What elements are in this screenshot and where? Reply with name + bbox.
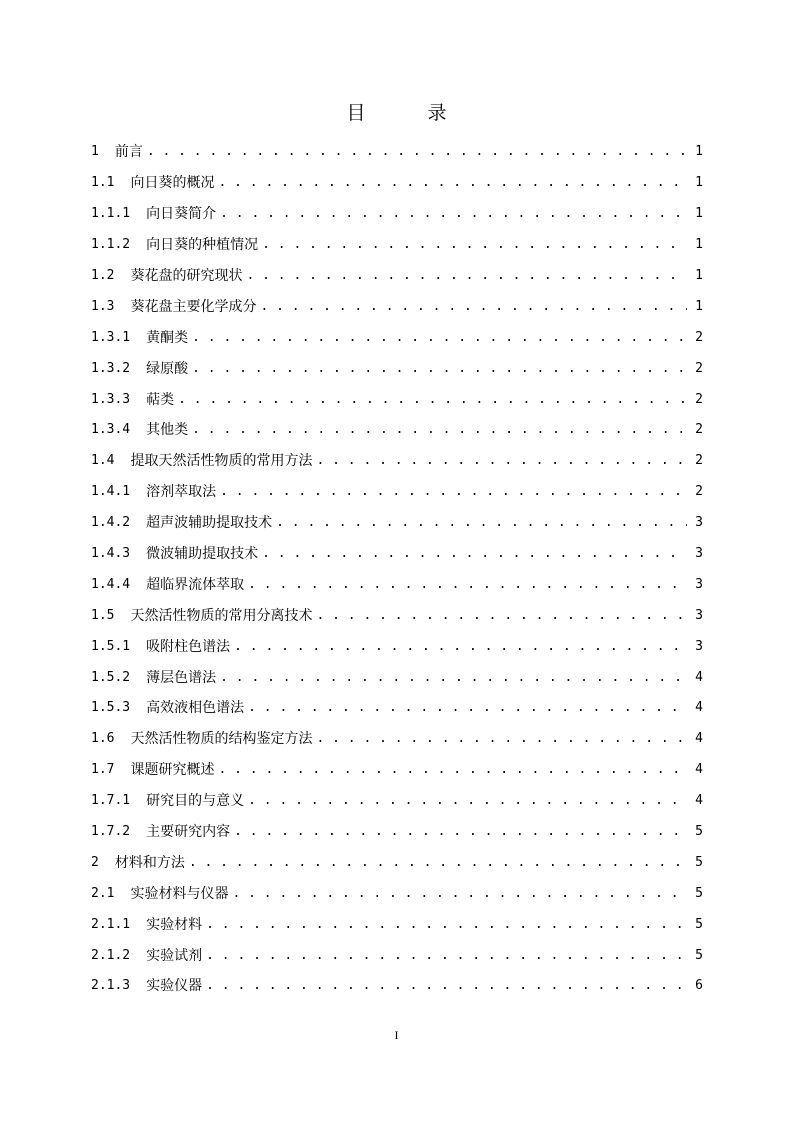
toc-entry-label: 溶剂萃取法	[146, 484, 217, 501]
toc-entry-label: 向日葵的概况	[130, 175, 215, 192]
toc-entry-label: 高效液相色谱法	[146, 700, 245, 717]
toc-dot-leader	[248, 578, 687, 592]
toc-entry[interactable]	[91, 291, 703, 322]
toc-entry[interactable]	[91, 477, 703, 508]
toc-entry-number: 2.1.3	[91, 978, 131, 994]
toc-entry-number: 2.1	[91, 885, 115, 901]
toc-entry-label: 葵花盘主要化学成分	[130, 298, 257, 315]
toc-entry-number: 1.3.4	[91, 422, 131, 438]
toc-entry-page: 5	[695, 947, 703, 963]
toc-entry-label: 天然活性物质的常用分离技术	[130, 607, 313, 624]
toc-entry[interactable]	[91, 940, 703, 971]
toc-entry-number: 1	[91, 144, 99, 160]
toc-entry-page: 2	[695, 453, 703, 469]
toc-entry-number: 1.3.1	[91, 329, 131, 345]
toc-entry-label: 实验试剂	[146, 947, 203, 964]
toc-entry-page: 2	[695, 391, 703, 407]
toc-entry-number: 1.7.1	[91, 793, 131, 809]
toc-entry-label: 研究目的与意义	[146, 793, 245, 810]
toc-entry-number: 1.4.2	[91, 515, 131, 531]
toc-entry[interactable]	[91, 662, 703, 693]
toc-dot-leader	[206, 979, 687, 993]
toc-dot-leader	[220, 485, 687, 499]
toc-entry-page: 3	[695, 515, 703, 531]
toc-entry-page: 5	[695, 824, 703, 840]
toc-entry-number: 2.1.2	[91, 947, 131, 963]
toc-dot-leader	[147, 145, 687, 159]
toc-dot-leader	[316, 732, 687, 746]
toc-entry-number: 1.3.2	[91, 360, 131, 376]
toc-entry-page: 1	[695, 237, 703, 253]
toc-entry-label: 前言	[114, 144, 143, 161]
toc-entry[interactable]	[91, 569, 703, 600]
toc-entry-number: 1.4.3	[91, 546, 131, 562]
toc-entry[interactable]	[91, 539, 703, 570]
toc-entry[interactable]	[91, 168, 703, 199]
toc-entry-label: 课题研究概述	[130, 762, 215, 779]
toc-entry-page: 3	[695, 576, 703, 592]
toc-entry-label: 材料和方法	[114, 854, 185, 871]
toc-entry-label: 吸附柱色谱法	[146, 638, 231, 655]
toc-entry[interactable]	[91, 353, 703, 384]
toc-dot-leader	[248, 794, 687, 808]
toc-dot-leader	[220, 207, 687, 221]
toc-entry-page: 1	[695, 268, 703, 283]
toc-entry[interactable]	[91, 878, 703, 909]
toc-entry-page: 2	[695, 329, 703, 345]
toc-entry-label: 天然活性物质的结构鉴定方法	[130, 731, 313, 748]
toc-entry-number: 1.1	[91, 175, 115, 191]
toc-entry[interactable]	[91, 600, 703, 631]
toc-dot-leader	[234, 825, 687, 839]
toc-entry-number: 2.1.1	[91, 916, 131, 932]
toc-entry-number: 1.7.2	[91, 824, 131, 840]
toc-entry-label: 实验材料	[146, 916, 203, 933]
toc-entry-label: 葵花盘的研究现状	[130, 268, 243, 284]
toc-entry-number: 1.5.1	[91, 638, 131, 654]
toc-entry-page: 4	[695, 793, 703, 809]
toc-dot-leader	[262, 238, 687, 252]
toc-title-part2: 录	[427, 102, 447, 124]
toc-dot-leader	[232, 887, 687, 901]
toc-entry[interactable]	[91, 755, 703, 786]
toc-entry-page: 1	[695, 144, 703, 160]
toc-entry-label: 实验仪器	[146, 978, 203, 995]
toc-entry-page: 4	[695, 762, 703, 778]
toc-entry-page: 1	[695, 175, 703, 191]
toc-dot-leader	[234, 640, 687, 654]
toc-entry-number: 1.4	[91, 453, 115, 469]
toc-entry-number: 1.6	[91, 731, 115, 747]
toc-entry[interactable]	[91, 847, 703, 878]
toc-entry-page: 3	[695, 546, 703, 562]
toc-entry[interactable]	[91, 508, 703, 539]
toc-title-part1: 目	[346, 102, 366, 124]
toc-dot-leader	[192, 362, 687, 376]
toc-dot-leader	[276, 516, 687, 530]
toc-entry-page: 3	[695, 607, 703, 623]
toc-dot-leader	[246, 269, 687, 283]
toc-dot-leader	[248, 701, 687, 715]
toc-entry-page: 5	[695, 916, 703, 932]
toc-entry-number: 1.3	[91, 298, 115, 314]
toc-dot-leader	[192, 331, 687, 345]
page-footer-number: I	[394, 1028, 399, 1042]
toc-entry-number: 2	[91, 854, 99, 870]
toc-entry-number: 1.5	[91, 607, 115, 623]
toc-entry[interactable]	[91, 693, 703, 724]
toc-entry[interactable]	[91, 384, 703, 415]
toc-dot-leader	[206, 918, 687, 932]
toc-entry-page: 4	[695, 669, 703, 685]
toc-dot-leader	[218, 176, 687, 190]
toc-entry[interactable]	[91, 137, 703, 168]
toc-entry[interactable]	[91, 817, 703, 848]
toc-entry-label: 主要研究内容	[146, 824, 231, 841]
toc-entry-page: 6	[695, 978, 703, 994]
toc-dot-leader	[220, 671, 687, 685]
toc-entry-label: 实验材料与仪器	[130, 885, 229, 902]
toc-entry[interactable]	[91, 786, 703, 817]
toc-entry[interactable]	[91, 230, 703, 261]
toc-dot-leader	[192, 423, 687, 437]
toc-dot-leader	[218, 763, 687, 777]
toc-entry-number: 1.1.1	[91, 206, 131, 222]
toc-entry[interactable]	[91, 909, 703, 940]
toc-entry[interactable]	[91, 446, 703, 477]
toc-entry-page: 5	[695, 854, 703, 870]
toc-dot-leader	[316, 609, 687, 623]
toc-entry-label: 超临界流体萃取	[146, 576, 245, 593]
toc-dot-leader	[206, 949, 687, 963]
toc-entry-page: 2	[695, 422, 703, 438]
toc-entry[interactable]	[91, 724, 703, 755]
toc-dot-leader	[262, 547, 687, 561]
toc-entry[interactable]	[91, 415, 703, 446]
toc-entry-page: 1	[695, 206, 703, 222]
toc-entry-number: 1.3.3	[91, 391, 131, 407]
toc-entry-label: 向日葵的种植情况	[146, 237, 259, 254]
toc-entry[interactable]	[91, 199, 703, 230]
toc-entry-label: 超声波辅助提取技术	[146, 515, 273, 532]
toc-entry[interactable]	[91, 631, 703, 662]
toc-entry[interactable]	[91, 971, 703, 1002]
toc-dot-leader	[178, 393, 687, 407]
toc-entry-label: 微波辅助提取技术	[146, 546, 259, 563]
toc-title	[0, 98, 793, 125]
toc-entry-label: 黄酮类	[146, 329, 189, 346]
toc-entry[interactable]	[91, 322, 703, 353]
toc-entry-page: 4	[695, 731, 703, 747]
toc-list	[91, 137, 703, 1002]
toc-entry-page: 3	[695, 638, 703, 654]
toc-entry-label: 向日葵简介	[146, 206, 217, 223]
toc-dot-leader	[260, 300, 687, 314]
toc-dot-leader	[189, 856, 687, 870]
toc-entry-number: 1.2	[91, 268, 115, 283]
toc-entry-number: 1.4.4	[91, 576, 131, 592]
toc-entry-number: 1.7	[91, 762, 115, 778]
toc-entry-page: 2	[695, 360, 703, 376]
toc-dot-leader	[316, 454, 687, 468]
toc-entry-label: 萜类	[146, 391, 175, 408]
toc-entry-label: 薄层色谱法	[146, 669, 217, 686]
toc-entry-number: 1.5.3	[91, 700, 131, 716]
toc-entry-number: 1.4.1	[91, 484, 131, 500]
toc-entry-page: 4	[695, 700, 703, 716]
toc-entry-label: 其他类	[146, 422, 189, 439]
toc-entry-page: 1	[695, 298, 703, 314]
toc-entry-number: 1.1.2	[91, 237, 131, 253]
toc-entry-number: 1.5.2	[91, 669, 131, 685]
toc-entry-label: 绿原酸	[146, 360, 189, 377]
toc-entry-page: 2	[695, 484, 703, 500]
toc-entry-page: 5	[695, 885, 703, 901]
toc-entry-label: 提取天然活性物质的常用方法	[130, 453, 313, 470]
toc-entry[interactable]	[91, 261, 703, 292]
